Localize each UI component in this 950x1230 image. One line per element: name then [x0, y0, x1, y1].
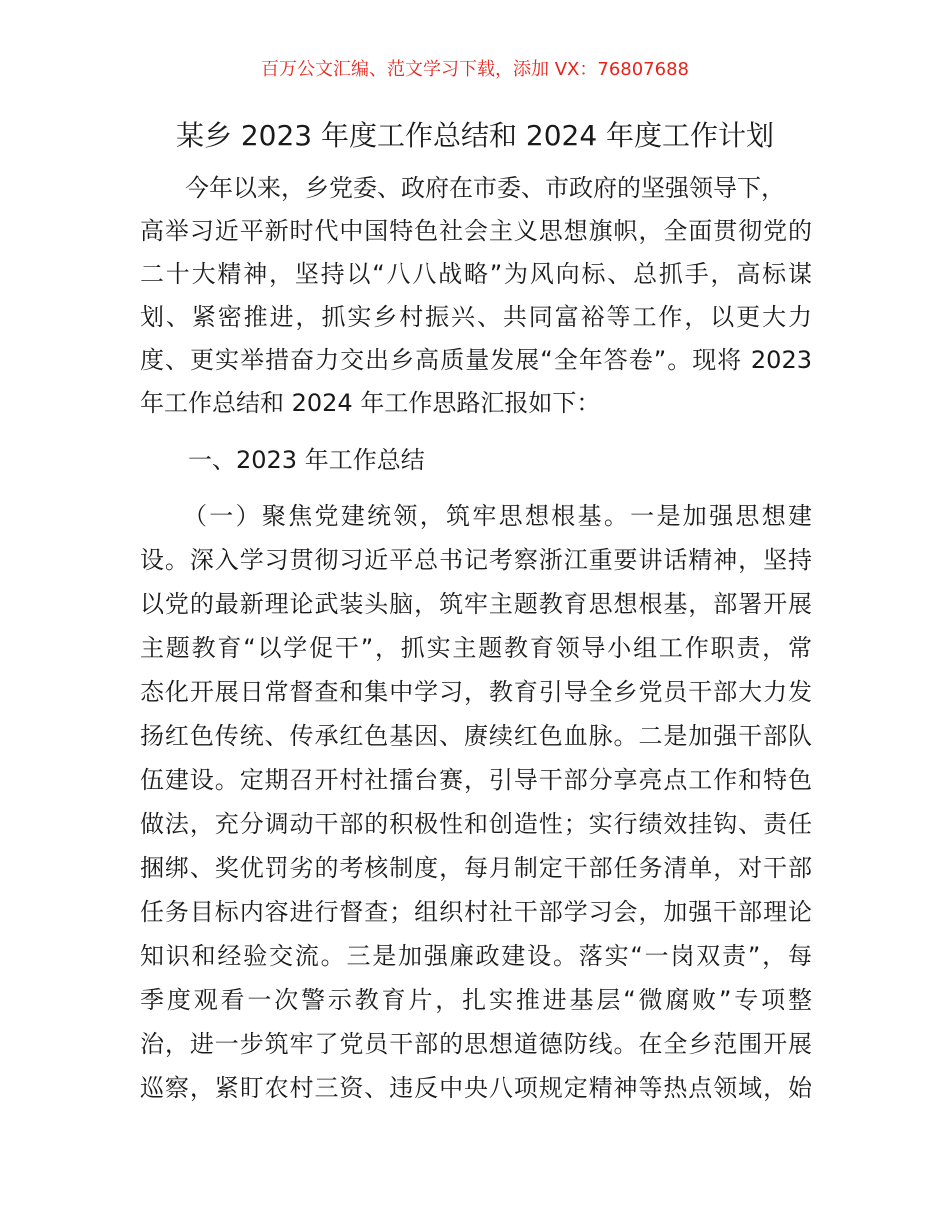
paragraph-line: 高举习近平新时代中国特色社会主义思想旗帜，全面贯彻党的 [140, 217, 812, 245]
paragraph-line: 划、紧密推进，抓实乡村振兴、共同富裕等工作，以更大力 [140, 303, 812, 331]
paragraph-line: 扬红色传统、传承红色基因、赓续红色血脉。二是加强干部队 [140, 722, 812, 750]
paragraph-line: 知识和经验交流。三是加强廉政建设。落实“一岗双责”，每 [140, 942, 812, 970]
paragraph-line: 年工作总结和 2024 年工作思路汇报如下： [140, 389, 601, 417]
paragraph-line: （一）聚焦党建统领，筑牢思想根基。一是加强思想建 [183, 502, 812, 530]
paragraph-line: 二十大精神，坚持以“八八战略”为风向标、总抓手，高标谋 [140, 260, 812, 288]
header-watermark-note: 百万公文汇编、范文学习下载，添加 VX：76807688 [261, 59, 689, 80]
paragraph-line: 今年以来，乡党委、政府在市委、市政府的坚强领导下， [185, 174, 785, 202]
paragraph-line: 捆绑、奖优罚劣的考核制度，每月制定干部任务清单，对干部 [140, 854, 812, 882]
paragraph-line: 设。深入学习贯彻习近平总书记考察浙江重要讲话精神，坚持 [140, 546, 812, 574]
paragraph-line: 巡察，紧盯农村三资、违反中央八项规定精神等热点领域，始 [140, 1074, 812, 1102]
document-title: 某乡 2023 年度工作总结和 2024 年度工作计划 [175, 119, 775, 152]
paragraph-line: 态化开展日常督查和集中学习，教育引导全乡党员干部大力发 [140, 678, 812, 706]
paragraph-line: 季度观看一次警示教育片，扎实推进基层“微腐败”专项整 [140, 986, 812, 1014]
paragraph-line: 做法，充分调动干部的积极性和创造性；实行绩效挂钩、责任 [140, 810, 812, 838]
paragraph-line: 主题教育“以学促干”，抓实主题教育领导小组工作职责，常 [140, 634, 812, 662]
paragraph-line: 治，进一步筑牢了党员干部的思想道德防线。在全乡范围开展 [140, 1030, 812, 1058]
section-heading: 一、2023 年工作总结 [188, 446, 425, 474]
paragraph-line: 伍建设。定期召开村社擂台赛，引导干部分享亮点工作和特色 [140, 766, 812, 794]
paragraph-line: 以党的最新理论武装头脑，筑牢主题教育思想根基，部署开展 [140, 590, 812, 618]
paragraph-line: 任务目标内容进行督查；组织村社干部学习会，加强干部理论 [140, 898, 812, 926]
paragraph-line: 度、更实举措奋力交出乡高质量发展“全年答卷”。现将 2023 [140, 346, 812, 374]
